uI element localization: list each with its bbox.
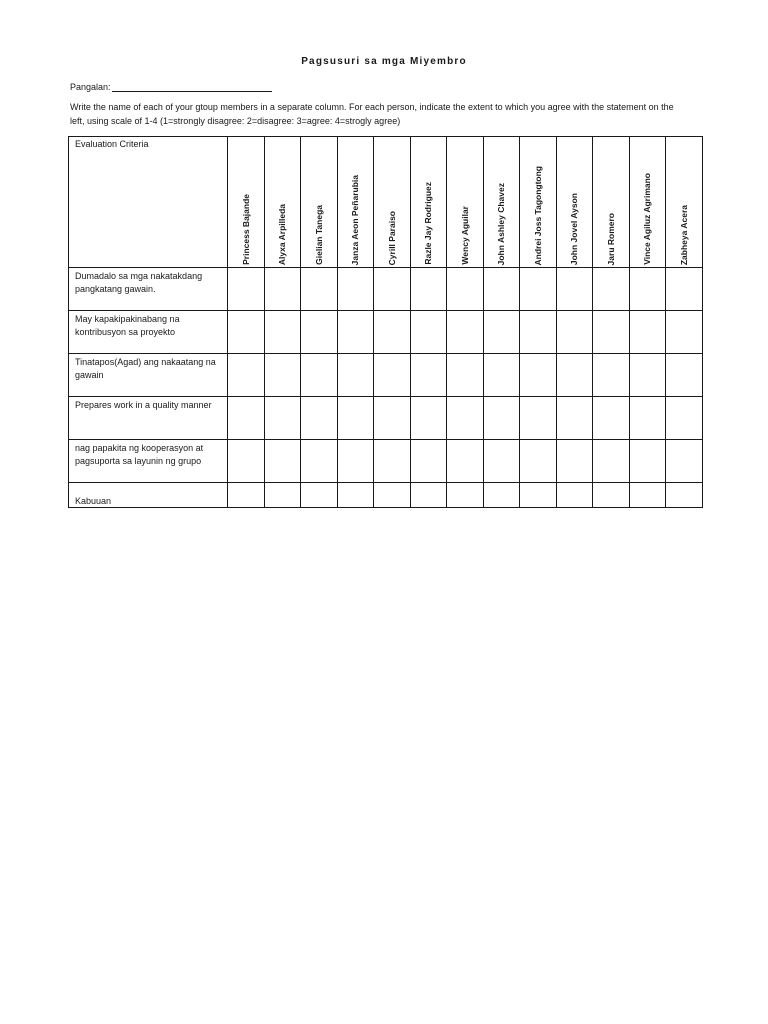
member-header: [629, 137, 666, 268]
total-label: Kabuuan: [69, 483, 228, 508]
total-cell[interactable]: [228, 483, 265, 508]
score-cell[interactable]: [556, 268, 593, 311]
member-header: [410, 137, 447, 268]
score-cell[interactable]: [264, 397, 301, 440]
score-cell[interactable]: [520, 440, 557, 483]
member-header: [228, 137, 265, 268]
score-cell[interactable]: [228, 440, 265, 483]
member-header: [666, 137, 703, 268]
member-header: [264, 137, 301, 268]
score-cell[interactable]: [337, 354, 374, 397]
score-cell[interactable]: [374, 440, 411, 483]
score-cell[interactable]: [337, 268, 374, 311]
page-title: Pagsusuri sa mga Miyembro: [301, 56, 467, 67]
score-cell[interactable]: [228, 311, 265, 354]
score-cell[interactable]: [629, 397, 666, 440]
member-name: Princess Bajande: [240, 194, 251, 265]
score-cell[interactable]: [447, 354, 484, 397]
score-cell[interactable]: [264, 268, 301, 311]
member-name: Janza Aeon Peñarubia: [350, 174, 361, 265]
score-cell[interactable]: [410, 354, 447, 397]
score-cell[interactable]: [301, 440, 338, 483]
header-row: [69, 137, 703, 268]
criteria-header: Evaluation Criteria: [69, 137, 228, 268]
member-name: John Ashley Chavez: [496, 182, 507, 265]
table-row: [69, 354, 703, 397]
score-cell[interactable]: [666, 440, 703, 483]
score-cell[interactable]: [374, 268, 411, 311]
score-cell[interactable]: [228, 397, 265, 440]
criterion-label: Tinatapos(Agad) ang nakaatang na gawain: [69, 354, 228, 397]
member-header: [593, 137, 630, 268]
score-cell[interactable]: [556, 397, 593, 440]
criterion-label: nag papakita ng kooperasyon at pagsuporta sa layunin ng grupo: [69, 440, 228, 483]
score-cell[interactable]: [264, 311, 301, 354]
member-name: Vince Agiluz Agrimano: [642, 173, 653, 265]
score-cell[interactable]: [447, 268, 484, 311]
score-cell[interactable]: [264, 440, 301, 483]
criterion-label: Dumadalo sa mga nakatakdang pangkatang gawain.: [69, 268, 228, 311]
total-cell[interactable]: [301, 483, 338, 508]
member-name: Cyrill Paraiso: [386, 210, 397, 265]
member-name: Andrei Joss Tagongtong: [532, 165, 543, 265]
member-header: [374, 137, 411, 268]
score-cell[interactable]: [228, 354, 265, 397]
score-cell[interactable]: [447, 311, 484, 354]
score-cell[interactable]: [264, 354, 301, 397]
name-blank-line[interactable]: [112, 82, 272, 92]
table-row: [69, 311, 703, 354]
name-label: Pangalan:: [70, 82, 111, 92]
member-name: Alyxa Arpilleda: [277, 203, 288, 265]
instructions-text: Write the name of each of your gtoup members in a separate column. For each person, indicate the extent to which you agree with the statement on the left, using scale of 1-4 (1=strongly disagree: 2=disagree: 3=agree: 4=strogly agree): [70, 102, 674, 126]
score-cell[interactable]: [374, 397, 411, 440]
member-header: [556, 137, 593, 268]
member-header: [483, 137, 520, 268]
score-cell[interactable]: [410, 440, 447, 483]
score-cell[interactable]: [483, 397, 520, 440]
score-cell[interactable]: [410, 397, 447, 440]
score-cell[interactable]: [301, 268, 338, 311]
total-cell[interactable]: [447, 483, 484, 508]
score-cell[interactable]: [301, 311, 338, 354]
score-cell[interactable]: [629, 354, 666, 397]
score-cell[interactable]: [301, 397, 338, 440]
score-cell[interactable]: [629, 311, 666, 354]
member-name: Razle Jay Rodriguez: [423, 182, 434, 265]
score-cell[interactable]: [666, 268, 703, 311]
score-cell[interactable]: [337, 397, 374, 440]
score-cell[interactable]: [374, 311, 411, 354]
total-cell[interactable]: [593, 483, 630, 508]
score-cell[interactable]: [483, 440, 520, 483]
score-cell[interactable]: [410, 268, 447, 311]
member-header: [301, 137, 338, 268]
member-name: Zabheya Acera: [678, 204, 689, 265]
member-name: Jaru Romero: [605, 212, 616, 265]
score-cell[interactable]: [337, 311, 374, 354]
member-name: Wency Aguilar: [459, 206, 470, 265]
score-cell[interactable]: [447, 440, 484, 483]
total-cell[interactable]: [483, 483, 520, 508]
score-cell[interactable]: [593, 397, 630, 440]
table-row: [69, 440, 703, 483]
score-cell[interactable]: [374, 354, 411, 397]
score-cell[interactable]: [483, 268, 520, 311]
evaluation-table: [68, 136, 703, 508]
score-cell[interactable]: [556, 354, 593, 397]
criterion-label: May kapakipakinabang na kontribusyon sa proyekto: [69, 311, 228, 354]
criterion-label: Prepares work in a quality manner: [69, 397, 228, 440]
member-name: John Jovel Ayson: [569, 192, 580, 265]
name-field-row: [70, 82, 272, 92]
total-cell[interactable]: [410, 483, 447, 508]
score-cell[interactable]: [593, 440, 630, 483]
score-cell[interactable]: [629, 440, 666, 483]
score-cell[interactable]: [666, 311, 703, 354]
score-cell[interactable]: [337, 440, 374, 483]
member-header: [447, 137, 484, 268]
score-cell[interactable]: [593, 354, 630, 397]
score-cell[interactable]: [556, 311, 593, 354]
score-cell[interactable]: [483, 311, 520, 354]
score-cell[interactable]: [593, 311, 630, 354]
total-cell[interactable]: [629, 483, 666, 508]
member-header: [337, 137, 374, 268]
score-cell[interactable]: [593, 268, 630, 311]
total-cell[interactable]: [520, 483, 557, 508]
score-cell[interactable]: [410, 311, 447, 354]
score-cell[interactable]: [520, 268, 557, 311]
score-cell[interactable]: [520, 311, 557, 354]
total-cell[interactable]: [337, 483, 374, 508]
score-cell[interactable]: [447, 397, 484, 440]
score-cell[interactable]: [483, 354, 520, 397]
total-cell[interactable]: [666, 483, 703, 508]
total-cell[interactable]: [374, 483, 411, 508]
score-cell[interactable]: [520, 354, 557, 397]
total-cell[interactable]: [264, 483, 301, 508]
table-row: [69, 268, 703, 311]
score-cell[interactable]: [228, 268, 265, 311]
score-cell[interactable]: [556, 440, 593, 483]
table-row: [69, 397, 703, 440]
score-cell[interactable]: [666, 354, 703, 397]
total-cell[interactable]: [556, 483, 593, 508]
score-cell[interactable]: [666, 397, 703, 440]
total-row: [69, 483, 703, 508]
member-name: Gielian Tanega: [313, 205, 324, 265]
score-cell[interactable]: [520, 397, 557, 440]
score-cell[interactable]: [301, 354, 338, 397]
member-header: [520, 137, 557, 268]
score-cell[interactable]: [629, 268, 666, 311]
